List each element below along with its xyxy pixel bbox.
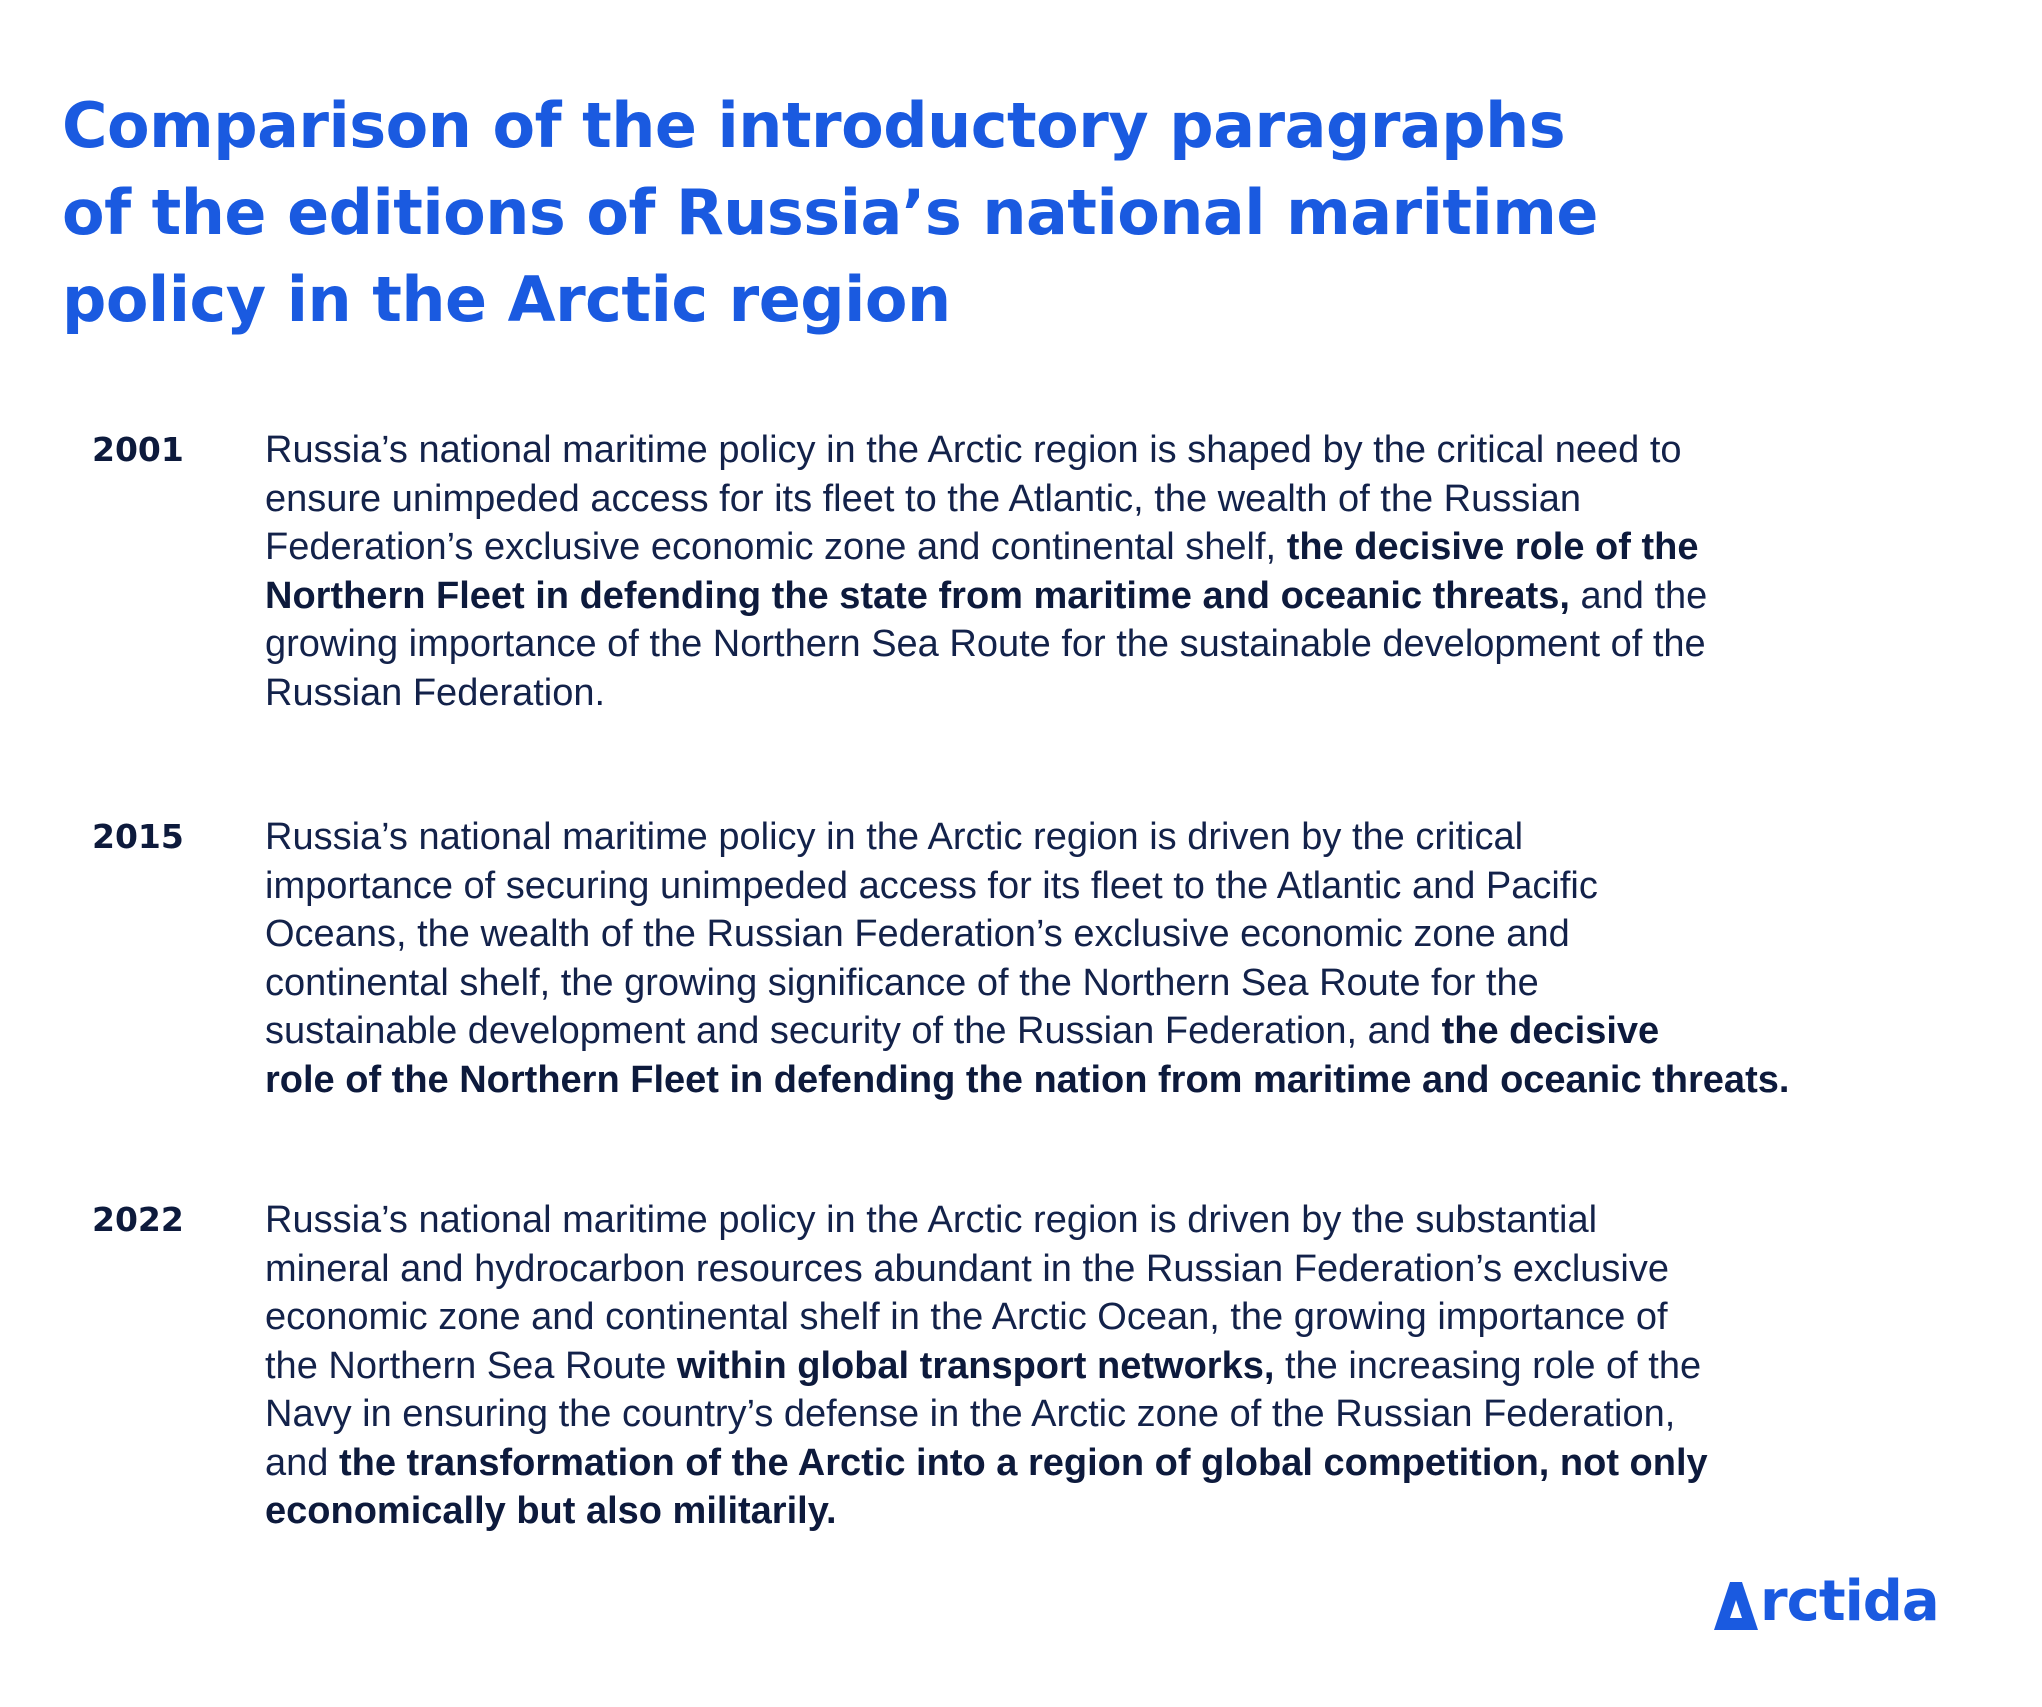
title-line: of the editions of Russia’s national maritime [62, 176, 1598, 249]
text-segment: Federation’s exclusive economic zone and continental shelf, [265, 526, 1287, 568]
emphasized-text: economically but also militarily. [265, 1490, 837, 1532]
paragraph-line [265, 1487, 1965, 1536]
year-label: 2022 [92, 1200, 184, 1239]
emphasized-text: the transformation of the Arctic into a region of global competition, not only [338, 1441, 1708, 1484]
paragraph-line [265, 959, 1965, 1008]
text-segment: ensure unimpeded access for its fleet to the Atlantic, the wealth of the Russian [265, 477, 1581, 520]
title-line: Comparison of the introductory paragraphs [62, 89, 1566, 162]
emphasized-text: the decisive [1441, 1010, 1660, 1052]
paragraph-line [265, 572, 1965, 621]
text-segment: the increasing role of the [1274, 1344, 1702, 1387]
entry-paragraph [265, 813, 1965, 1104]
text-segment: and the [1569, 574, 1708, 617]
emphasized-text: role of the Northern Fleet in defending the nation from maritime and oceanic threats. [265, 1058, 1790, 1101]
text-segment: Russian Federation. [265, 671, 606, 714]
text-segment: mineral and hydrocarbon resources abundant in the Russian Federation’s exclusive [265, 1247, 1669, 1290]
paragraph-line [265, 1245, 1965, 1294]
text-segment: Navy in ensuring the country’s defense in the Arctic zone of the Russian Federation, [265, 1393, 1676, 1435]
paragraph-line [265, 813, 1965, 862]
text-segment: economic zone and continental shelf in the Arctic Ocean, the growing importance of [265, 1296, 1668, 1338]
entry-paragraph [265, 426, 1965, 717]
text-segment: Russia’s national maritime policy in the Arctic region is shaped by the critical need to [265, 429, 1682, 471]
text-segment: Russia’s national maritime policy in the Arctic region is driven by the critical [265, 816, 1524, 858]
paragraph-line [265, 669, 1965, 718]
paragraph-line [265, 620, 1965, 669]
text-segment: and [265, 1441, 339, 1484]
logo-text: rctida [1760, 1569, 1939, 1634]
paragraph-line [265, 862, 1965, 911]
arctida-a-icon [1714, 1578, 1758, 1630]
title-line: policy in the Arctic region [62, 263, 951, 336]
emphasized-text: Northern Fleet in defending the state from maritime and oceanic threats, [265, 574, 1570, 617]
emphasized-text: the decisive role of the [1286, 526, 1699, 568]
page-title [62, 82, 1762, 343]
paragraph-line [265, 1196, 1965, 1245]
paragraph-line [265, 426, 1965, 475]
paragraph-line [265, 1390, 1965, 1439]
arctida-logo [1714, 1569, 1939, 1634]
year-label: 2015 [92, 817, 184, 856]
paragraph-line [265, 1439, 1965, 1488]
text-segment: Oceans, the wealth of the Russian Federation’s exclusive economic zone and [265, 913, 1570, 955]
text-segment: continental shelf, the growing significance of the Northern Sea Route for the [265, 961, 1539, 1004]
text-segment: growing importance of the Northern Sea Route for the sustainable development of the [265, 623, 1706, 665]
paragraph-line [265, 1056, 1965, 1105]
paragraph-line [265, 1007, 1965, 1056]
paragraph-line [265, 910, 1965, 959]
emphasized-text: within global transport networks, [676, 1344, 1275, 1387]
text-segment: importance of securing unimpeded access for its fleet to the Atlantic and Pacific [265, 864, 1598, 907]
text-segment: Russia’s national maritime policy in the Arctic region is driven by the substantial [265, 1199, 1598, 1241]
entry-paragraph [265, 1196, 1965, 1536]
year-label: 2001 [92, 430, 184, 469]
paragraph-line [265, 1342, 1965, 1391]
text-segment: the Northern Sea Route [265, 1344, 677, 1387]
paragraph-line [265, 475, 1965, 524]
paragraph-line [265, 523, 1965, 572]
text-segment: sustainable development and security of the Russian Federation, and [265, 1010, 1442, 1052]
paragraph-line [265, 1293, 1965, 1342]
